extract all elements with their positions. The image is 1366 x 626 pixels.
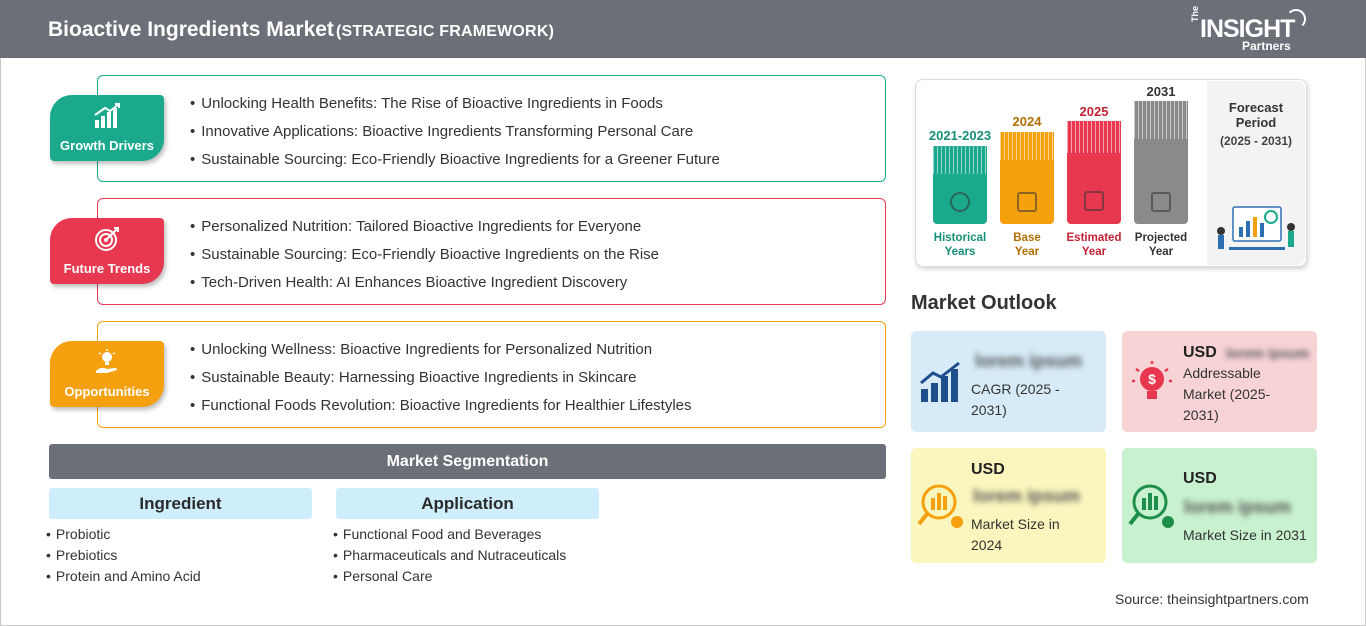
timeline-year: 2021-2023 <box>928 128 992 143</box>
logo-the-text: The <box>1190 5 1200 22</box>
caption-line: Historical <box>933 232 987 244</box>
bar-growth-icon <box>93 103 121 129</box>
insight-partners-logo[interactable] <box>1190 5 1310 54</box>
caption-line: Year <box>1014 246 1040 258</box>
forecast-line: Forecast <box>1228 100 1284 115</box>
forecast-period-panel <box>1207 81 1305 265</box>
lightbulb-hand-icon <box>93 349 121 375</box>
list-item: • Pharmaceuticals and Nutraceuticals <box>333 545 566 566</box>
list-item: • Prebiotics <box>46 545 201 566</box>
logo-insight-text: INSIGHT <box>1200 15 1295 43</box>
list-item: • Innovative Applications: Bioactive Ingredients Transforming Personal Care <box>190 122 720 150</box>
calendar-icon <box>1017 192 1037 212</box>
caption-line: Years <box>944 246 976 258</box>
caption-line: Projected <box>1134 232 1188 244</box>
caption-line: Year <box>1081 246 1107 258</box>
market-outlook-title: Market Outlook <box>911 292 1057 314</box>
growth-drivers-list <box>190 94 720 178</box>
list-item: • Functional Foods Revolution: Bioactive Ingredients for Healthier Lifestyles <box>190 396 692 424</box>
column-top <box>1000 132 1054 160</box>
column-body <box>933 174 987 224</box>
caption-line: Year <box>1148 246 1174 258</box>
caption-line: Estimated <box>1066 232 1122 244</box>
addressable-currency: USD <box>1183 344 1217 361</box>
list-item: • Functional Food and Beverages <box>333 524 566 545</box>
future-trends-badge <box>50 218 164 284</box>
list-item: • Personalized Nutrition: Tailored Bioactive Ingredients for Everyone <box>190 217 659 245</box>
coin-magnifier-icon <box>917 482 965 530</box>
growth-chart-icon <box>919 361 963 403</box>
size-2024-currency: USD <box>971 461 1005 478</box>
addressable-label: Addressable Market (2025-2031) <box>1183 365 1271 423</box>
logo-swoosh-icon <box>1286 9 1306 29</box>
timeline-year: 2024 <box>1012 114 1042 129</box>
market-size-2024-card <box>911 448 1106 563</box>
page-title: Bioactive Ingredients Market <box>48 18 334 41</box>
coin-magnifier-icon <box>1128 482 1176 530</box>
timeline-year: 2031 <box>1146 84 1176 99</box>
cagr-label: CAGR (2025 - 2031) <box>971 381 1060 418</box>
list-item: • Protein and Amino Acid <box>46 566 201 587</box>
timeline-panel <box>915 79 1307 267</box>
size-2031-label: Market Size in 2031 <box>1183 527 1307 543</box>
history-clock-icon <box>950 192 970 212</box>
opportunities-label: Opportunities <box>64 384 150 399</box>
cagr-value: lorem ipsum <box>975 351 1083 371</box>
header-bar <box>0 0 1366 58</box>
presentation-chart-icon <box>1151 192 1171 212</box>
list-item: • Tech-Driven Health: AI Enhances Bioactive Ingredient Discovery <box>190 273 659 301</box>
list-item: • Sustainable Beauty: Harnessing Bioactive Ingredients in Skincare <box>190 368 692 396</box>
market-size-2031-card <box>1122 448 1317 563</box>
target-icon <box>93 226 121 252</box>
list-item: • Personal Care <box>333 566 566 587</box>
size-2031-currency: USD <box>1183 470 1217 487</box>
opportunities-list <box>190 340 692 424</box>
forecast-line: Period <box>1235 115 1277 130</box>
list-item: • Sustainable Sourcing: Eco-Friendly Bioactive Ingredients on the Rise <box>190 245 659 273</box>
analytics-people-icon <box>1211 197 1301 257</box>
column-top <box>1134 101 1188 139</box>
segment-application-header: Application <box>336 488 599 519</box>
column-body <box>1134 139 1188 224</box>
opportunities-box <box>97 321 886 428</box>
segment-application-list <box>333 524 566 587</box>
future-trends-box <box>97 198 886 305</box>
future-trends-list <box>190 217 659 301</box>
timeline-year: 2025 <box>1079 104 1109 119</box>
page-subtitle: (STRATEGIC FRAMEWORK) <box>336 23 555 40</box>
column-body <box>1067 153 1121 224</box>
addressable-market-card <box>1122 331 1317 432</box>
segment-ingredient-header: Ingredient <box>49 488 312 519</box>
dollar-bulb-icon <box>1130 359 1174 407</box>
market-segmentation-title: Market Segmentation <box>49 444 886 479</box>
growth-drivers-box <box>97 75 886 182</box>
forecast-label <box>1207 100 1305 130</box>
growth-drivers-label: Growth Drivers <box>60 138 154 153</box>
source-note[interactable]: Source: theinsightpartners.com <box>1115 591 1309 607</box>
column-top <box>1067 121 1121 153</box>
future-trends-label: Future Trends <box>63 261 151 276</box>
list-item: • Unlocking Health Benefits: The Rise of Bioactive Ingredients in Foods <box>190 94 720 122</box>
segment-ingredient-list <box>46 524 201 587</box>
gear-chart-icon <box>1084 191 1104 211</box>
list-item: • Probiotic <box>46 524 201 545</box>
size-2024-value: lorem ipsum <box>973 486 1081 506</box>
list-item: • Sustainable Sourcing: Eco-Friendly Bioactive Ingredients for a Greener Future <box>190 150 720 178</box>
caption-line: Base <box>1013 232 1041 244</box>
timeline-caption <box>1120 231 1202 259</box>
cagr-card <box>911 331 1106 432</box>
logo-partners-text: Partners <box>1242 39 1291 53</box>
list-item: • Unlocking Wellness: Bioactive Ingredients for Personalized Nutrition <box>190 340 692 368</box>
forecast-range: (2025 - 2031) <box>1219 134 1293 148</box>
size-2024-label: Market Size in 2024 <box>971 516 1060 553</box>
size-2031-value: lorem ipsum <box>1184 497 1292 517</box>
addressable-value: lorem ipsum <box>1226 345 1310 361</box>
column-body <box>1000 160 1054 224</box>
column-top <box>933 146 987 174</box>
opportunities-badge <box>50 341 164 407</box>
growth-drivers-badge <box>50 95 164 161</box>
svg-text:$: $ <box>1148 371 1156 387</box>
